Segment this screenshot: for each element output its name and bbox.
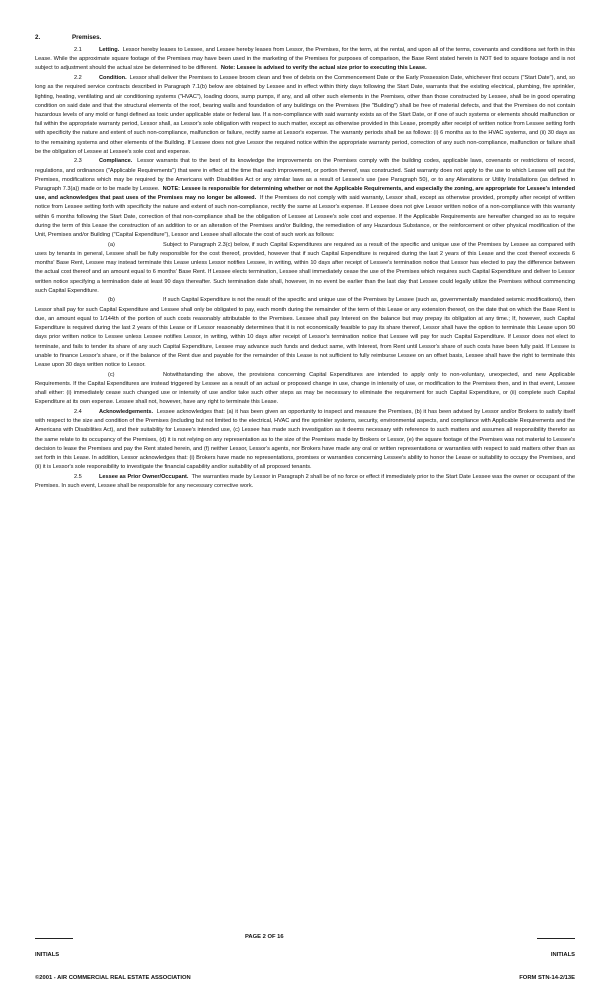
initials-line-right xyxy=(537,938,575,939)
section-title: Premises. xyxy=(72,34,102,41)
copyright-text: ©2001 - AIR COMMERCIAL REAL ESTATE ASSOCIATION xyxy=(35,975,191,981)
paragraph-heading: Acknowledgements. xyxy=(99,408,154,415)
initials-label-left: INITIALS xyxy=(35,952,60,958)
paragraph-2-3: 2.3 Compliance. Lessor warrants that to the best of its knowledge the improvements on the Premises comply with the building codes, applicable laws, covenants or restrictions of record, regulations, and ordinances ("Applicable Requirements") that were in effect at the time that each improvement, or portion thereof, was constructed. Said warranty does not apply to the use to which Lessee will put the Premises, modifications which may be required by the Americans with Disabilities Act or any similar laws as a result of Lessee's use (see Paragraph 50), or to any Alterations or Utility Installations (as defined in Paragraph 7.3(a)) made or to be made by Lessee. NOTE: Lessee is responsible for determining whether or not the Applicable Requirements, and especially the zoning, are appropriate for Lessee's intended use, and acknowledges that past uses of the Premises may no longer be allowed. If the Premises do not comply with said warranty, Lessor shall, except as otherwise provided, promptly after receipt of written notice from Lessee setting forth with specificity the nature and extent of such non-compliance, rectify the same at Lessor's expense. If Lessee does not give Lessor written notice of a non-compliance with this warranty within 6 months following the Start Date, correction of that non-compliance shall be the obligation of Lessee at Lessee's sole cost and expense. If the Applicable Requirements are hereafter changed so as to require during the term of this Lease the construction of an addition to or an alteration of the Premises and/or Building, the remediation of any Hazardous Substance, or the reinforcement or other physical modification of the Unit, Premises and/or Building ("Capital Expenditure"), Lessor and Lessee shall allocate the cost of such work as follows: xyxy=(35,158,576,239)
subparagraph-a: (a) Subject to Paragraph 2.3(c) below, if such Capital Expenditures are required as a result of the specific and unique use of the Premises by Lessee as compared with uses by tenants in general, Lessee shall be fully responsible for the cost thereof, provided, however that if such Capital Expenditure is required during the last 2 years of this Lease and the cost thereof exceeds 6 months' Base Rent, Lessee may instead terminate this Lease unless Lessor notifies Lessee, in writing, within 10 days after receipt of Lessee's termination notice that Lessor has elected to pay the difference between the actual cost thereof and an amount equal to 6 months' Base Rent. If Lessee elects termination, Lessee shall immediately cease the use of the Premises which requires such Capital Expenditure and deliver to Lessor written notice specifying a termination date at least 90 days thereafter. Such termination date shall, however, in no event be earlier than the last day that Lessee could legally utilize the Premises without commencing such Capital Expenditure. xyxy=(35,241,575,294)
paragraph-2-1: 2.1 Letting. Lessor hereby leases to Lessee, and Lessee hereby leases from Lessor, the Premises, for the term, at the rental, and upon all of the terms, covenants and conditions set forth in this Lease. While the approximate square footage of the Premises may have been used in the marketing of the Premises for purposes of comparison, the Base Rent stated herein is NOT tied to square footage and is not subject to adjustment should the actual size be determined to be different. Note: Lessee is advised to verify the actual size prior to executing this Lease. xyxy=(35,47,575,72)
page-footer xyxy=(35,934,575,960)
section-heading xyxy=(35,34,575,42)
paragraph-2-4: 2.4 Acknowledgements. Lessee acknowledges that: (a) it has been given an opportunity to inspect and measure the Premises, (b) it has been advised by Lessor and/or Brokers to satisfy itself with respect to the size and condition of the Premises (including but not limited to the electrical, HVAC and fire sprinkler systems, security, environmental aspects, and compliance with Applicable Requirements and the Americans with Disabilities Act), and their suitability for Lessee's intended use, (c) Lessee has made such investigation as it deems necessary with reference to such matters and assumes all responsibility therefor as the same relate to its occupancy of the Premises, (d) it is not relying on any representation as to the size of the Premises made by Brokers or Lessor, (e) the square footage of the Premises was not material to Lessee's decision to lease the Premises and pay the Rent stated herein, and (f) neither Lessor, Lessor's agents, nor Brokers have made any oral or written representations or warranties with respect to said matters other than as set forth in this Lease. In addition, Lessor acknowledges that: (i) Brokers have made no representations, promises or warranties concerning Lessee's ability to honor the Lease or suitability to occupy the Premises, and (ii) it is Lessor's sole responsibility to investigate the financial capability and/or suitability of all proposed tenants. xyxy=(35,408,576,471)
paragraph-heading: Letting. xyxy=(99,47,120,53)
section-number: 2. xyxy=(35,34,41,41)
initials-line-left xyxy=(35,938,73,939)
paragraph-heading: Lessee as Prior Owner/Occupant. xyxy=(99,473,189,480)
paragraph-heading: Compliance. xyxy=(99,158,133,165)
subparagraph-b: (b) If such Capital Expenditure is not the result of the specific and unique use of the Premises by Lessee (such as, governmentally mandated seismic modifications), then Lessor shall pay for such Capital Expenditure and Lessee shall only be obligated to pay, each month during the remainder of the term of this Lease or any extension thereof, on the date that on which the Base Rent is due, an amount equal to 1/144th of the portion of such costs reasonably attributable to the Premises. Lessee shall pay Interest on the balance but may prepay its obligation at any time.; If, however, such Capital Expenditure is required during the last 2 years of this Lease or if Lessor reasonably determines that it is not economically feasible to pay its share thereof, Lessor shall have the option to terminate this Lease upon 90 days prior written notice to Lessee unless Lessee notifies Lessor, in writing, within 10 days after receipt of Lessor's termination notice that Lessee will pay for such Capital Expenditure. If Lessor does not elect to terminate, and fails to tender its share of any such Capital Expenditure, Lessee may advance such funds and deduct same, with Interest, from Rent until Lessor's share of such costs have been fully paid. If Lessee is unable to finance Lessor's share, or if the balance of the Rent due and payable for the remainder of this Lease is not sufficient to fully reimburse Lessee on an offset basis, Lessee shall have the right to terminate this Lease upon 30 days written notice to Lessor. xyxy=(35,297,575,368)
paragraph-2-5: 2.5 Lessee as Prior Owner/Occupant. The warranties made by Lessor in Paragraph 2 shall be of no force or effect if immediately prior to the Start Date Lessee was the owner or occupant of the Premises. In such event, Lessee shall be responsible for any necessary corrective work. xyxy=(35,473,575,490)
paragraph-2-2: 2.2 Condition. Lessor shall deliver the Premises to Lessee broom clean and free of debris on the Commencement Date or the Early Possession Date, whichever first occurs ("Start Date"), and, so long as the required service contracts described in Paragraph 7.1(b) below are obtained by Lessee and in effect within thirty days following the Start Date, warrants that the existing electrical, plumbing, fire sprinkler, lighting, heating, ventilating and air conditioning systems ("HVAC"), loading doors, sump pumps, if any, and all other such elements in the Premises, other than those constructed by Lessee, shall be in good operating condition on said date and that the structural elements of the roof, bearing walls and foundation of any buildings on the Premises (the "Building") shall be free of material defects, and that the Premises do not contain hazardous levels of any mold or fungi defined as toxic under applicable state or federal law. If a non-compliance with said warranty exists as of the Start Date, or if one of such systems or elements should malfunction or fail within the appropriate warranty period, Lessor shall, as Lessor's sole obligation with respect to such matter, except as otherwise provided in this Lease, promptly after receipt of written notice from Lessee setting forth with specificity the nature and extent of such non-compliance, malfunction or failure, rectify same at Lessor's expense. The warranty periods shall be as follows: (i) 6 months as to the HVAC systems, and (ii) 30 days as to the remaining systems and other elements of the Building. If Lessee does not give Lessor the required notice within the appropriate warranty period, correction of any such non-compliance, malfunction or failure shall be the obligation of Lessee at Lessee's sole cost and expense. xyxy=(35,75,576,155)
initials-label-right: INITIALS xyxy=(550,952,575,958)
page-number: PAGE 2 OF 16 xyxy=(245,934,284,940)
paragraph-heading: Condition. xyxy=(99,75,127,82)
form-number: FORM STN-14-2/13E xyxy=(519,975,575,981)
subparagraph-c: (c) Notwithstanding the above, the provisions concerning Capital Expenditures are intended to apply only to non-voluntary, unexpected, and new Applicable Requirements. If the Capital Expenditures are instead triggered by Lessee as a result of an actual or proposed change in use, change in intensity of use, or modification to the Premises then, and in that event, Lessee shall either: (i) immediately cease such changed use or intensity of use and/or take such other steps as may be necessary to eliminate the requirement for such Capital Expenditure, or (ii) complete such Capital Expenditure at its own expense. Lessee shall not, however, have any right to terminate this Lease. xyxy=(35,371,575,406)
lease-page-body xyxy=(35,34,575,492)
